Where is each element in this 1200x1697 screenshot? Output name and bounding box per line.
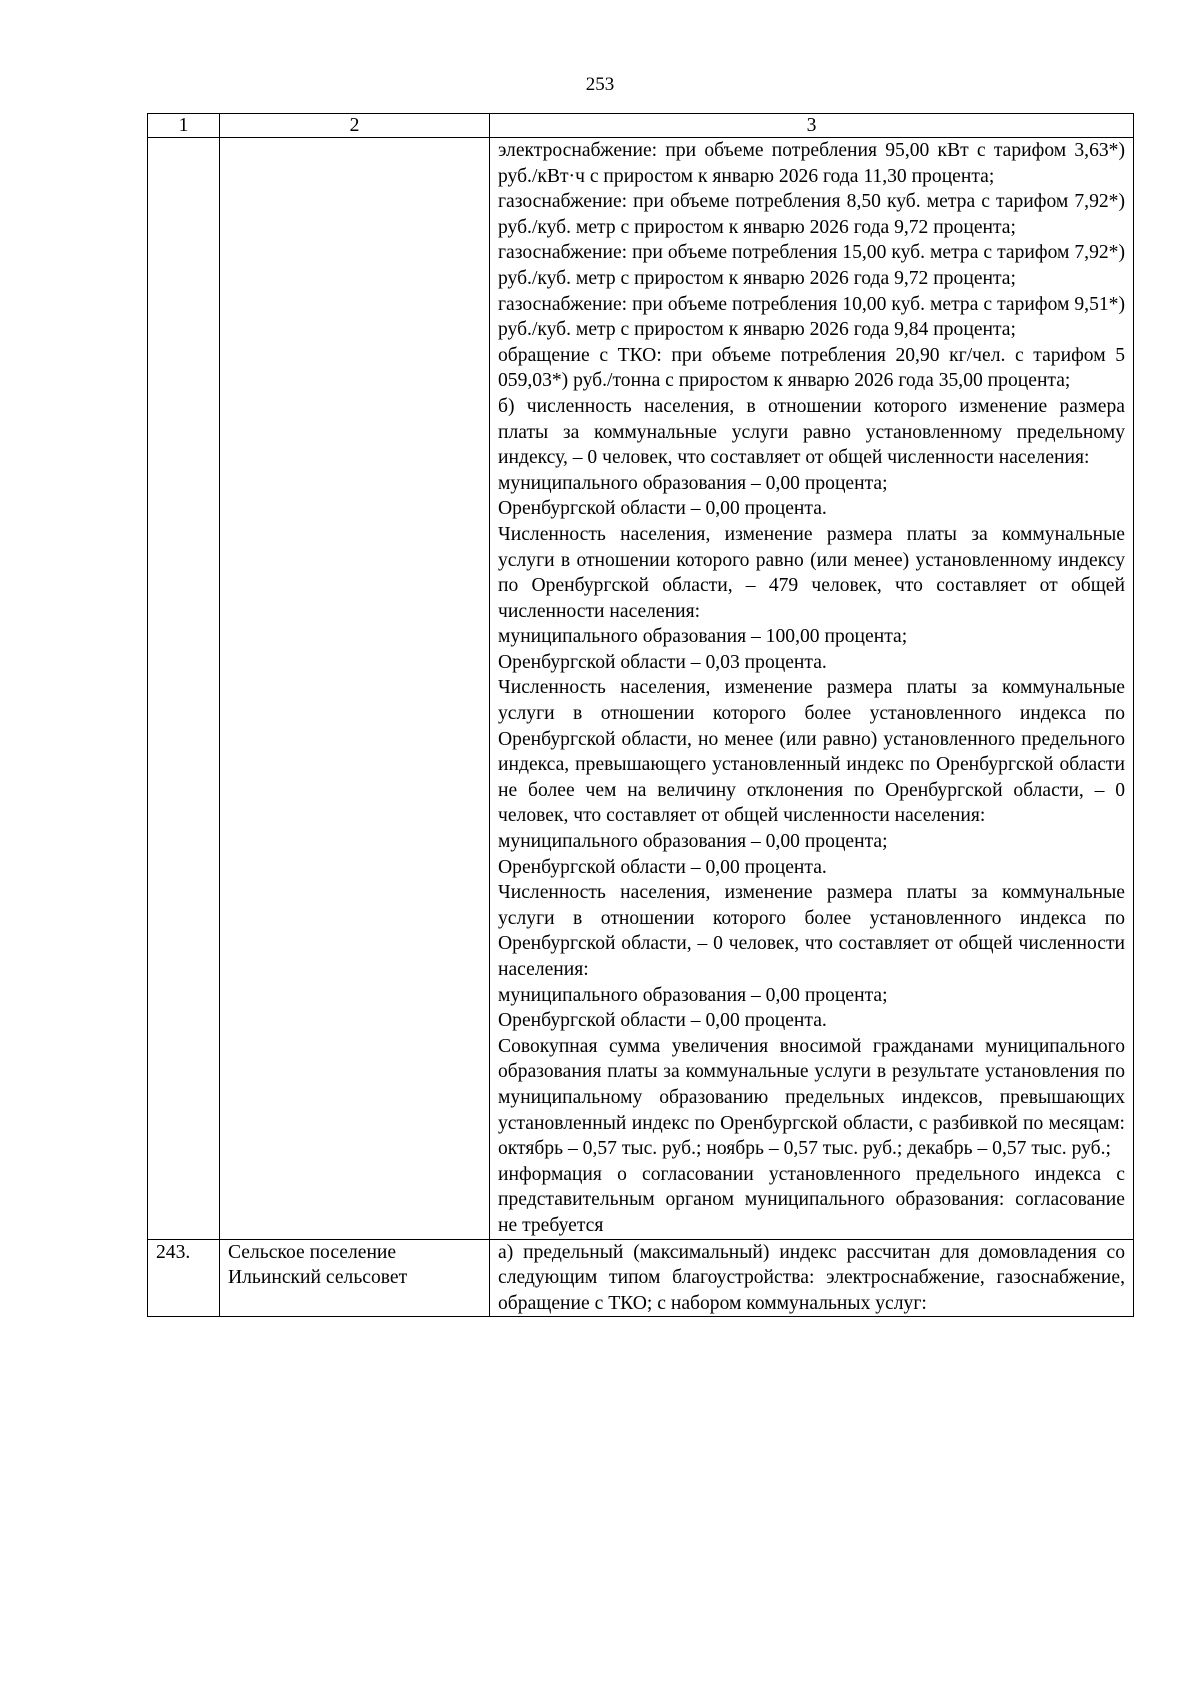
paragraph-gas-1: газоснабжение: при объеме потребления 8,50 куб. метра с тарифом 7,92*) руб./куб. метр с приростом к январю 2026 года 9,72 процента; (498, 191, 1125, 238)
paragraph-total-increase: Совокупная сумма увеличения вносимой гражданами муниципального образования платы за коммунальные услуги в результате установления по муниципальному образованию предельных индексов, превышающих установленный индекс по Оренбургской области, с разбивкой по месяцам: октябрь – 0,57 тыс. руб.; ноябрь – 0,57 тыс. руб.; декабрь – 0,57 тыс. руб.; (498, 1035, 1125, 1160)
row-number-cell: 243. (148, 1239, 220, 1317)
table-header-row (148, 114, 1134, 138)
table-row-continuation (148, 138, 1134, 1240)
paragraph-electricity: электроснабжение: при объеме потребления 95,00 кВт с тарифом 3,63*) руб./кВт·ч с приростом к январю 2026 года 11,30 процента; (498, 140, 1125, 187)
paragraph-region-share: Оренбургской области – 0,00 процента. (498, 498, 827, 520)
row-number-cell (148, 138, 220, 1240)
paragraph-population-between: Численность населения, изменение размера платы за коммунальные услуги в отношении которого более установленного индекса по Оренбургской области, но менее (или равно) установленного предельного индекса, превышающего установленный индекс по Оренбургской области не более чем на величину отклонения по Оренбургской области, – 0 человек, что составляет от общей численности населения: (498, 677, 1125, 827)
settlement-name-line: Ильинский сельсовет (228, 1267, 408, 1289)
indices-table (147, 113, 1134, 1317)
paragraph-gas-3: газоснабжение: при объеме потребления 10,00 куб. метра с тарифом 9,51*) руб./куб. метр с приростом к январю 2026 года 9,84 процента; (498, 293, 1125, 341)
paragraph-population-above: Численность населения, изменение размера платы за коммунальные услуги в отношении которого более установленного индекса по Оренбургской области, – 0 человек, что составляет от общей численности населения: (498, 882, 1125, 980)
paragraph-population-below: Численность населения, изменение размера платы за коммунальные услуги в отношении которого равно (или менее) установленному индексу по Оренбургской области, – 479 человек, что составляет от общей численности населения: (498, 523, 1125, 622)
paragraph-municipal-share: муниципального образования – 0,00 процента; (498, 472, 888, 494)
paragraph-region-share: Оренбургской области – 0,00 процента. (498, 856, 827, 878)
paragraph-municipal-share: муниципального образования – 0,00 процента; (498, 984, 888, 1006)
paragraph-municipal-share: муниципального образования – 0,00 процента; (498, 831, 888, 853)
paragraph-index-calculated: а) предельный (максимальный) индекс рассчитан для домовладения со следующим типом благоустройства: электроснабжение, газоснабжение, обращение с ТКО; с набором коммунальных услуг: (498, 1241, 1125, 1314)
paragraph-population-equal: б) численность населения, в отношении которого изменение размера платы за коммунальные услуги равно установленному предельному индексу, – 0 человек, что составляет от общей численности населения: (498, 395, 1125, 469)
header-col-2: 2 (220, 114, 490, 138)
paragraph-region-share: Оренбургской области – 0,00 процента. (498, 1010, 827, 1032)
settlement-name-line: Сельское поселение (228, 1241, 397, 1263)
page-number: 253 (585, 74, 615, 95)
index-description-cell (490, 138, 1134, 1240)
paragraph-approval-info: информация о согласовании установленного предельного индекса с представительным органом муниципального образования: согласование не требуется (498, 1163, 1125, 1236)
paragraph-municipal-share: муниципального образования – 100,00 процента; (498, 626, 908, 648)
index-description-cell (490, 1239, 1134, 1317)
settlement-name-cell (220, 138, 490, 1240)
header-col-1: 1 (148, 114, 220, 138)
settlement-name-cell (220, 1239, 490, 1317)
header-col-3: 3 (490, 114, 1134, 138)
paragraph-gas-2: газоснабжение: при объеме потребления 15,00 куб. метра с тарифом 7,92*) руб./куб. метр с приростом к январю 2026 года 9,72 процента; (498, 242, 1125, 289)
table-row-243 (148, 1239, 1134, 1317)
paragraph-region-share: Оренбургской области – 0,03 процента. (498, 651, 827, 673)
paragraph-waste: обращение с ТКО: при объеме потребления 20,90 кг/чел. с тарифом 5 059,03*) руб./тонна с приростом к январю 2026 года 35,00 процента; (498, 344, 1125, 392)
